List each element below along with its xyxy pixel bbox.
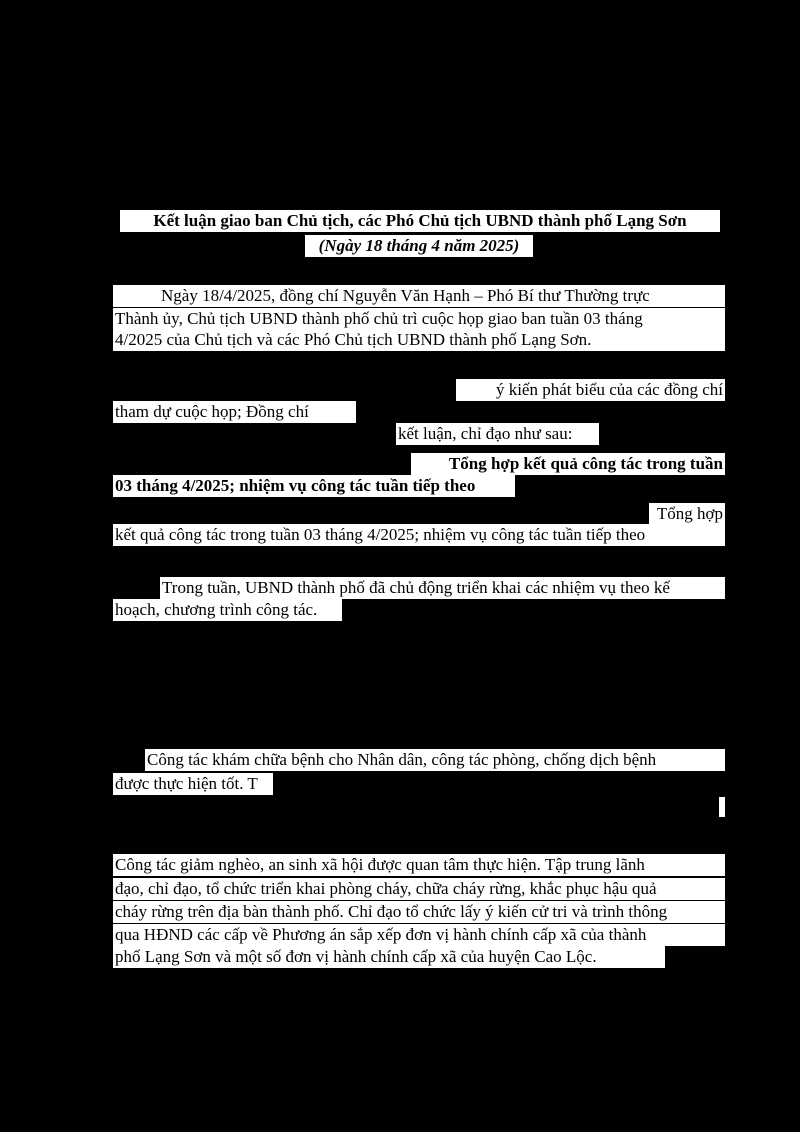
section-heading-line-1: Tổng hợp kết quả công tác trong tuần [411, 453, 725, 475]
poverty-line-4: qua HĐND các cấp về Phương án sắp xếp đơn vị hành chính cấp xã của thành [113, 924, 725, 946]
poverty-line-2: đạo, chỉ đạo, tổ chức triển khai phòng cháy, chữa cháy rừng, khắc phục hậu quả [113, 878, 725, 900]
poverty-line-3: cháy rừng trên địa bàn thành phố. Chỉ đạo tổ chức lấy ý kiến cử tri và trình thông [113, 901, 725, 923]
intro-line-1: Ngày 18/4/2025, đồng chí Nguyễn Văn Hạnh – Phó Bí thư Thường trực [113, 285, 725, 307]
health-line-1: Công tác khám chữa bệnh cho Nhân dân, công tác phòng, chống dịch bệnh [145, 749, 725, 771]
summary-line-2: kết quả công tác trong tuần 03 tháng 4/2025; nhiệm vụ công tác tuần tiếp theo [113, 524, 725, 546]
poverty-line-1: Công tác giảm nghèo, an sinh xã hội được quan tâm thực hiện. Tập trung lãnh [113, 854, 725, 876]
section-heading-line-2: 03 tháng 4/2025; nhiệm vụ công tác tuần tiếp theo [113, 475, 515, 497]
poverty-line-5: phố Lạng Sơn và một số đơn vị hành chính cấp xã của huyện Cao Lộc. [113, 946, 665, 968]
document-date: (Ngày 18 tháng 4 năm 2025) [305, 235, 533, 257]
week-line-1: Trong tuần, UBND thành phố đã chủ động triển khai các nhiệm vụ theo kế [160, 577, 725, 599]
document-title: Kết luận giao ban Chủ tịch, các Phó Chủ tịch UBND thành phố Lạng Sơn [120, 210, 720, 232]
stray-mark [719, 797, 725, 817]
health-line-2: được thực hiện tốt. T [113, 773, 273, 795]
intro-line-3: 4/2025 của Chủ tịch và các Phó Chủ tịch UBND thành phố Lạng Sơn. [113, 329, 725, 351]
summary-line-1: Tổng hợp [649, 503, 725, 525]
intro-line-2: Thành ủy, Chủ tịch UBND thành phố chủ trì cuộc họp giao ban tuần 03 tháng [113, 308, 725, 330]
week-line-2: hoạch, chương trình công tác. [113, 599, 342, 621]
opinions-line-1: ý kiến phát biểu của các đồng chí [456, 379, 725, 401]
opinions-line-2: tham dự cuộc họp; Đồng chí [113, 401, 356, 423]
opinions-line-3: kết luận, chỉ đạo như sau: [396, 423, 599, 445]
